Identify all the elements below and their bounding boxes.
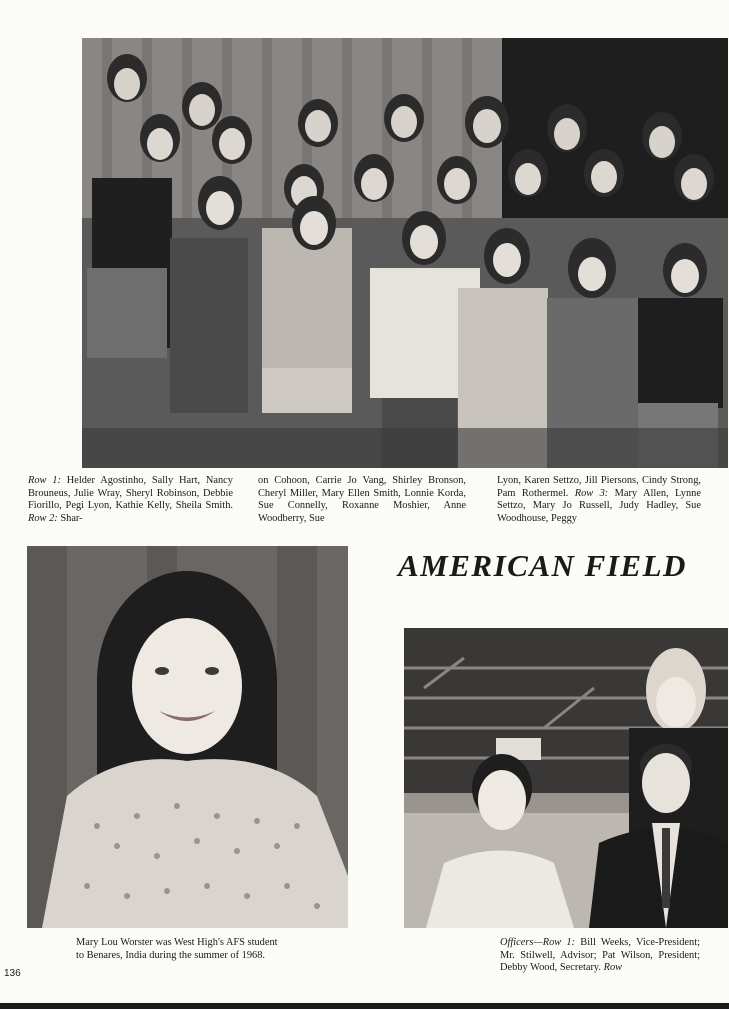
portrait-photo: [27, 546, 348, 928]
officers-caption: [500, 937, 700, 975]
row2-names: on Cohoon, Carrie Jo Vang, Shirley Bronson, Cheryl Miller, Mary Ellen Smith, Lonnie Korda, Sue Connelly, Roxanne Moshier, Anne Woodberry, Sue: [258, 475, 466, 524]
bottom-rule: [0, 1003, 729, 1009]
portrait-caption: Mary Lou Worster was West High's AFS student to Benares, India during the summer of 1968.: [76, 937, 278, 961]
row2-names-end: Lyon, Karen Settzo, Jill Piersons, Cindy Strong, Pam Rothermel.: [497, 475, 701, 499]
row1-names: Helder Agostinho, Sally Hart, Nancy Brouneus, Julie Wray, Sheryl Robinson, Debbie Fiorillo, Pegi Lyon, Kathie Kelly, Sheila Smith.: [28, 475, 233, 512]
officers-lead: Officers—: [500, 937, 543, 948]
page-number: 136: [4, 968, 21, 979]
row2-label: Row 2:: [28, 512, 58, 524]
group-photo: [82, 38, 728, 468]
group-caption-col3: [497, 475, 701, 525]
officers-row-tail: Row: [603, 962, 623, 974]
group-caption-col2: [258, 475, 466, 525]
officers-photo: [404, 628, 728, 928]
page-heading: AMERICAN FIELD: [398, 548, 687, 583]
row3-label: Row 3:: [574, 487, 609, 499]
officers-row1-label: Row 1:: [542, 937, 576, 948]
row2-names-start: Shar-: [60, 512, 83, 524]
row1-label: Row 1:: [28, 475, 61, 486]
group-caption-col1: [28, 475, 233, 525]
officers-names: Bill Weeks, Vice-President; Mr. Stilwell, Advisor; Pat Wilson, President; Debby Wood, Secretary.: [500, 937, 700, 974]
row3-names: Mary Allen, Lynne Settzo, Mary Jo Russell, Judy Hadley, Sue Woodhouse, Peggy: [497, 487, 701, 524]
